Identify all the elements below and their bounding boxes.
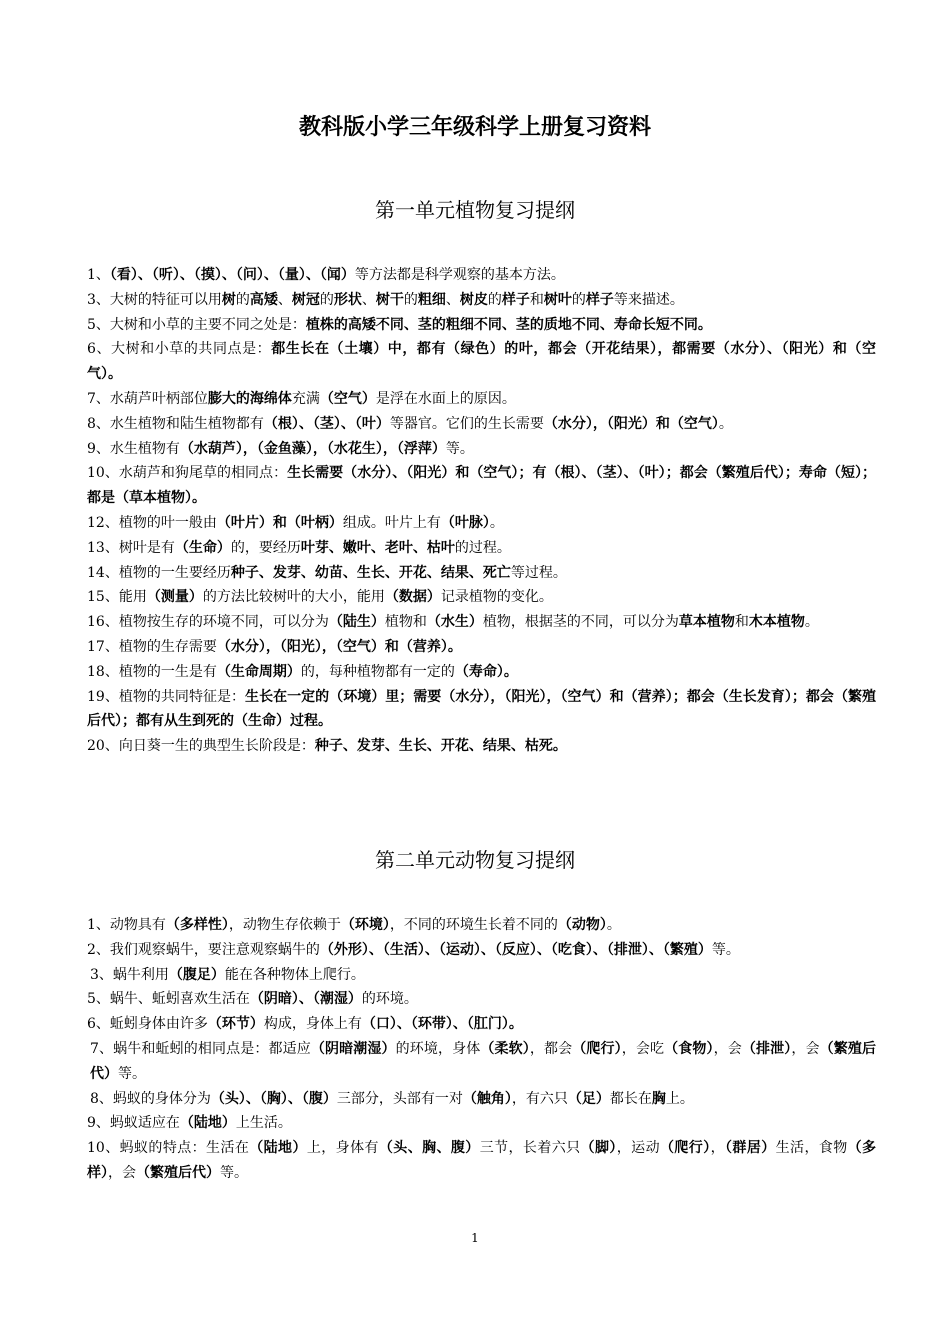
bold-text: （脚） <box>580 1140 617 1157</box>
bold-text: （阴暗潮湿） <box>310 1040 396 1057</box>
text-run: 的环境。 <box>361 991 418 1008</box>
text-run: 7、蜗牛和蚯蚓的相同点是：都适应 <box>90 1040 311 1057</box>
bold-text: （繁殖后代） <box>136 1164 220 1181</box>
text-run: 5、蜗牛、蚯蚓喜欢生活在 <box>87 991 250 1008</box>
text-run: 8、水生植物和陆生植物都有 <box>87 415 264 432</box>
text-run: 等。 <box>445 440 474 457</box>
list-item <box>87 387 876 412</box>
text-run: ， <box>710 1140 726 1157</box>
bold-text: 生长在一定的（环境）里；需要（水分），（阳光），（空气）和（营养）；都会（生长发育）；都会（繁殖后代）；都有从生到死的（生命）过程。 <box>87 688 876 730</box>
bold-text: （生命周期） <box>216 663 301 680</box>
text-run: 记录植物的变化。 <box>440 589 553 606</box>
list-item <box>87 987 876 1012</box>
bold-text: 膨大的海绵体 <box>207 390 292 407</box>
bold-text: （生命） <box>174 539 231 556</box>
list-item <box>87 734 876 759</box>
bold-text: （根）、（茎）、（叶） <box>263 415 390 432</box>
document-title: 教科版小学三年级科学上册复习资料 <box>298 115 651 140</box>
text-run: 充满 <box>291 390 320 407</box>
list-item <box>87 585 876 610</box>
bold-text: （群居） <box>725 1140 776 1157</box>
bold-text: （爬行） <box>572 1040 622 1057</box>
list-item <box>87 635 876 660</box>
text-run: ，运动 <box>616 1140 660 1157</box>
bold-text: （空气） <box>319 390 376 407</box>
bold-text: （看）、（听）、（摸）、（问）、（量）、（闻） <box>109 267 355 283</box>
bold-text: 树皮 <box>459 291 488 308</box>
text-run: 的 <box>403 291 418 308</box>
text-run: 。 <box>718 415 733 432</box>
text-run: 都长在 <box>609 1090 652 1107</box>
text-run: ，会吃 <box>621 1040 665 1057</box>
text-run: 3、大树的特征可以用 <box>87 291 222 308</box>
text-run: 植物，根据茎的不同，可以分为 <box>482 614 679 631</box>
text-run: 构成，身体上有 <box>263 1016 362 1033</box>
bold-text: （水分），（阳光）和（空气） <box>543 415 719 432</box>
unit2-item-list <box>87 913 876 1186</box>
text-run: 19、植物的共同特征是： <box>87 688 246 705</box>
bold-text: （口）、（环带）、（肛门）。 <box>361 1016 523 1033</box>
text-run: 等过程。 <box>510 564 567 581</box>
text-run: ，不同的环境生长着不同的 <box>389 917 558 933</box>
bold-text: 生长需要（水分）、（阳光）和（空气）；有（根）、（茎）、（叶）；都会（繁殖后代）；寿命（短）；都是（草本植物）。 <box>87 465 876 507</box>
text-run: 9、蚂蚁适应在 <box>87 1115 180 1132</box>
text-run: 17、植物的生存需要 <box>87 638 217 655</box>
text-run: 1、 <box>87 267 110 283</box>
bold-text: 草本植物 <box>678 614 735 631</box>
bold-text: 种子、发芽、幼苗、生长、开花、结果、死亡 <box>230 564 511 581</box>
text-run: 等来描述。 <box>613 291 684 308</box>
bold-text: 样子 <box>585 291 614 308</box>
text-run: 2、我们观察蜗牛，要注意观察蜗牛的 <box>87 941 320 958</box>
text-run: 三部分，头部有一对 <box>336 1090 463 1107</box>
list-item <box>87 610 876 635</box>
text-run: 三节，长着六只 <box>479 1140 581 1157</box>
text-run: 和 <box>734 614 749 631</box>
bold-text: （头、胸、腹） <box>378 1140 480 1157</box>
list-item <box>87 938 876 963</box>
bold-text: 形状 <box>333 291 362 308</box>
bold-text: 树 <box>221 291 236 308</box>
unit1-item-list <box>87 263 876 759</box>
bold-text: （环境） <box>340 917 390 933</box>
bold-text: （动物） <box>557 917 607 933</box>
text-run: 的方法比较树叶的大小，能用 <box>202 589 385 606</box>
list-item <box>87 437 876 462</box>
page-number: 1 <box>471 1231 479 1245</box>
text-run: 的 <box>235 291 250 308</box>
list-item <box>87 963 876 988</box>
text-run: 10、蚂蚁的特点：生活在 <box>87 1140 250 1157</box>
text-run: 3、蜗牛利用 <box>90 966 169 983</box>
list-item <box>87 313 876 338</box>
text-run: 是浮在水面上的原因。 <box>375 390 516 407</box>
text-run: 上。 <box>665 1090 694 1107</box>
bold-text: （爬行） <box>659 1140 711 1157</box>
text-run: 6、大树和小草的共同点是： <box>87 341 272 358</box>
list-item <box>87 660 876 685</box>
list-item <box>87 536 876 561</box>
text-run: 上生活。 <box>235 1115 292 1132</box>
bold-text: （环节） <box>207 1016 264 1033</box>
list-item <box>87 288 876 313</box>
bold-text: 植株的高矮不同、茎的粗细不同、茎的质地不同、寿命长短不同。 <box>305 316 712 333</box>
text-run: 6、蚯蚓身体由许多 <box>87 1016 208 1033</box>
list-item <box>87 412 876 437</box>
text-run: ，动物生存依赖于 <box>228 917 341 933</box>
list-item <box>87 263 876 288</box>
text-run: ，会 <box>713 1040 742 1057</box>
text-run: ，会 <box>108 1164 136 1181</box>
text-run: 能在各种物体上爬行。 <box>224 966 365 983</box>
bold-text: （触角） <box>462 1090 512 1107</box>
bold-text: 都生长在（土壤）中，都有（绿色）的叶，都会（开花结果），都需要（水分）、（阳光）和（空气）。 <box>87 341 876 383</box>
bold-text: （足） <box>567 1090 610 1107</box>
text-run: 18、植物的一生是有 <box>87 663 217 680</box>
bold-text: （水葫芦），（金鱼藻），（水花生），（浮萍） <box>179 440 446 457</box>
text-run: 。 <box>606 917 621 933</box>
bold-text: （头）、（胸）、（腹） <box>210 1090 337 1107</box>
bold-text: （寿命）。 <box>454 663 518 680</box>
bold-text: （阴暗）、（潮湿） <box>249 991 362 1008</box>
text-run: ，都会 <box>529 1040 573 1057</box>
text-run: 20、向日葵一生的典型生长阶段是： <box>87 738 315 755</box>
bold-text: （多样） <box>87 1140 877 1181</box>
text-run: 等。 <box>118 1065 146 1082</box>
text-run: 、 <box>361 291 376 308</box>
bold-text: （水生） <box>426 614 483 631</box>
bold-text: （外形）、（生活）、（运动）、（反应）、（吃食）、（排泄）、（繁殖） <box>319 941 712 958</box>
text-run: 的，要经历 <box>230 539 301 556</box>
text-run: 等。 <box>220 1164 248 1181</box>
bold-text: 树干 <box>375 291 404 308</box>
list-item <box>87 461 876 511</box>
text-run: 9、水生植物有 <box>87 440 180 457</box>
bold-text: （测量） <box>146 589 203 606</box>
bold-text: （腹足） <box>168 966 225 983</box>
bold-text: （叶片）和（叶柄） <box>216 514 343 531</box>
text-run: 、 <box>277 291 292 308</box>
list-item <box>87 337 876 387</box>
text-run: 10、水葫芦和狗尾草的相同点： <box>87 465 288 482</box>
list-item <box>87 1037 876 1087</box>
bold-text: （繁殖后代） <box>90 1040 877 1082</box>
text-run: 13、树叶是有 <box>87 539 175 556</box>
text-run: 等方法都是科学观察的基本方法。 <box>354 267 565 283</box>
text-run: 等。 <box>711 941 740 958</box>
text-run: 1、动物具有 <box>87 917 166 933</box>
list-item <box>87 1012 876 1037</box>
unit2-heading: 第二单元动物复习提纲 <box>375 848 575 872</box>
bold-text: 样子 <box>501 291 530 308</box>
bold-text: 树冠 <box>291 291 320 308</box>
bold-text: （叶脉） <box>440 514 490 531</box>
text-run: 植物和 <box>384 614 427 631</box>
text-run: 的环境，身体 <box>395 1040 481 1057</box>
text-run: 的，每种植物都有一定的 <box>300 663 455 680</box>
bold-text: （多样性） <box>165 917 229 933</box>
text-run: 。 <box>489 514 504 531</box>
text-run: ，会 <box>791 1040 820 1057</box>
bold-text: （柔软） <box>480 1040 530 1057</box>
bold-text: 木本植物 <box>748 614 805 631</box>
text-run: 8、蚂蚁的身体分为 <box>90 1090 211 1107</box>
text-run: 的 <box>487 291 502 308</box>
text-run: 生活，食物 <box>775 1140 848 1157</box>
text-run: 15、能用 <box>87 589 147 606</box>
text-run: 上，身体有 <box>306 1140 379 1157</box>
text-run: 、 <box>445 291 460 308</box>
text-run: ，有六只 <box>511 1090 568 1107</box>
bold-text: 高矮 <box>249 291 278 308</box>
unit1-heading: 第一单元植物复习提纲 <box>375 198 575 222</box>
list-item <box>87 1087 876 1112</box>
text-run: 5、大树和小草的主要不同之处是： <box>87 316 306 333</box>
list-item <box>87 1136 876 1186</box>
text-run: 的 <box>319 291 334 308</box>
bold-text: （食物） <box>664 1040 714 1057</box>
bold-text: （陆生） <box>328 614 385 631</box>
text-run: 。 <box>804 614 819 631</box>
text-run: 和 <box>529 291 544 308</box>
bold-text: 胸 <box>651 1090 666 1107</box>
text-run: 的 <box>571 291 586 308</box>
text-run: 7、水葫芦叶柄部位 <box>87 390 208 407</box>
text-run: 的过程。 <box>454 539 511 556</box>
bold-text: 种子、发芽、生长、开花、结果、枯死。 <box>314 738 567 755</box>
list-item <box>87 913 876 938</box>
text-run: 等器官。它们的生长需要 <box>389 415 544 432</box>
bold-text: （陆地） <box>179 1115 236 1132</box>
bold-text: 树叶 <box>543 291 572 308</box>
text-run: 14、植物的一生要经历 <box>87 564 231 581</box>
bold-text: （陆地） <box>249 1140 307 1157</box>
list-item <box>87 511 876 536</box>
list-item <box>87 1111 876 1136</box>
bold-text: 叶芽、嫩叶、老叶、枯叶 <box>300 539 455 556</box>
list-item <box>87 561 876 586</box>
bold-text: （水分），（阳光），（空气）和（营养）。 <box>216 638 462 655</box>
text-run: 12、植物的叶一般由 <box>87 514 217 531</box>
bold-text: （数据） <box>384 589 441 606</box>
bold-text: 粗细 <box>417 291 446 308</box>
list-item <box>87 685 876 735</box>
text-run: 16、植物按生存的环境不同，可以分为 <box>87 614 329 631</box>
text-run: 组成。叶片上有 <box>342 514 441 531</box>
bold-text: （排泄） <box>741 1040 792 1057</box>
